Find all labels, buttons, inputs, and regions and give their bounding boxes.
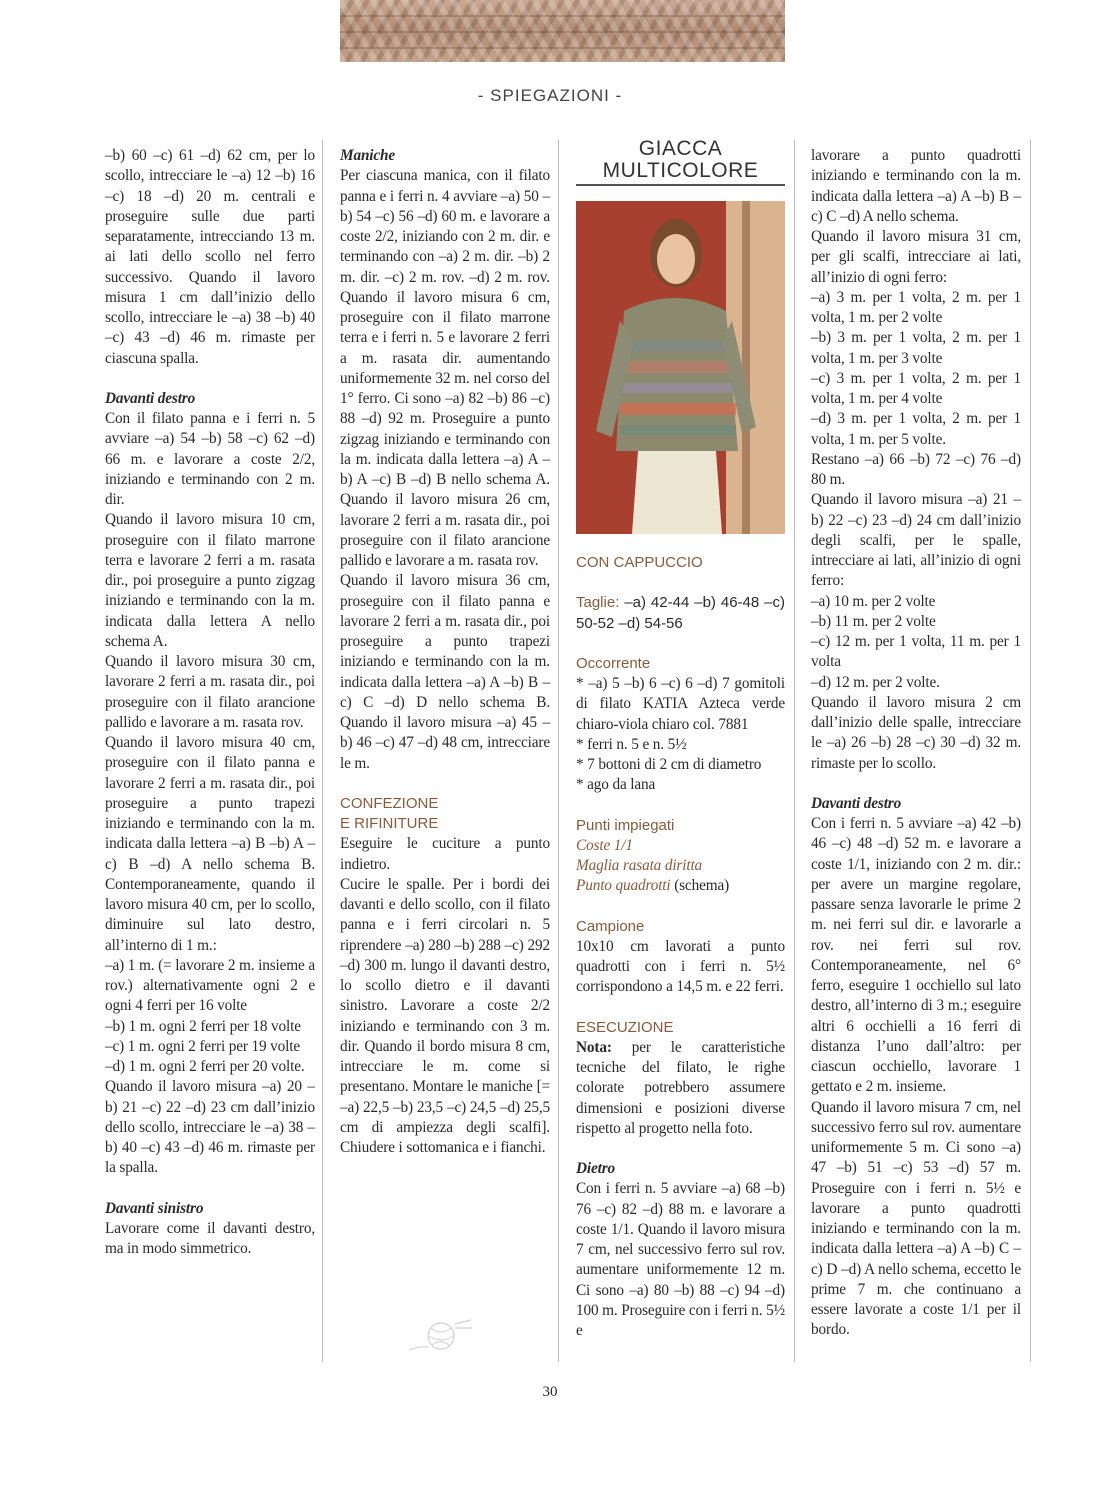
section-heading: Occorrente bbox=[576, 654, 651, 672]
stitch-note: (schema) bbox=[674, 877, 730, 895]
paragraph: –b) 60 –c) 61 –d) 62 cm, per lo scollo, intrecciare le –a) 12 –b) 16 –c) 18 –d) 20 m. centrali e proseguire sulle due parti separatamente, intrecciando 13 m. ai lati dello scollo nel ferro successivo. Quando il lavoro misura 1 cm dall’inizio dello scollo, intrecciare le –a) 38 –b) 40 –c) 43 –d) 46 m. rimaste per ciascuna spalla. bbox=[105, 147, 315, 367]
column-rule bbox=[1030, 140, 1031, 1362]
title-line: MULTICOLORE bbox=[602, 159, 759, 182]
paragraph: Lavorare come il davanti destro, ma in modo simmetrico. bbox=[105, 1219, 315, 1257]
paragraph: –a) 1 m. (= lavorare 2 m. insieme a rov.) alternativamente ogni 2 e ogni 4 ferri per 16 volte bbox=[105, 956, 315, 1015]
paragraph bbox=[576, 1038, 785, 1139]
column-2 bbox=[340, 146, 550, 1158]
materials-item: * ferri n. 5 e n. 5½ bbox=[576, 735, 687, 753]
paragraph: Quando il lavoro misura 2 cm dall’inizio delle spalle, intrecciare le –a) 26 –b) 28 –c) 30 –d) 32 m. rimaste per lo scollo. bbox=[811, 693, 1021, 772]
subsection-heading: Davanti sinistro bbox=[105, 1199, 204, 1217]
paragraph: Quando il lavoro misura 36 cm, proseguire con il filato panna e lavorare 2 ferri a m. rasata dir., poi proseguire a punto trapezi iniziando e terminando con la m. indicata dalla lettera –a) A –b) B –c) C –d) D nello schema B. Quando il lavoro misura –a) 45 –b) 46 –c) 47 –d) 48 cm, intrecciare le m. bbox=[340, 572, 550, 772]
column-3 bbox=[576, 553, 785, 1341]
braided-yarn-banner bbox=[340, 0, 785, 62]
subsection-heading: Davanti destro bbox=[811, 794, 902, 812]
paragraph: Quando il lavoro misura –a) 20 –b) 21 –c) 22 –d) 23 cm dall’inizio dello scollo, intrecciare le –a) 38 –b) 40 –c) 43 –d) 46 m. rimaste per la spalla. bbox=[105, 1078, 315, 1177]
paragraph: lavorare a punto quadrotti iniziando e terminando con la m. indicata dalla lettera –a) A –b) B –c) C –d) A nello schema. bbox=[811, 147, 1021, 225]
paragraph: Per ciascuna manica, con il filato panna e i ferri n. 4 avviare –a) 50 –b) 54 –c) 56 –d) 60 m. e lavorare a coste 2/2, iniziando con 2 m. dir. e terminando con –a) 2 m. dir. –b) 2 m. dir. –c) 2 m. rov. –d) 2 m. rov. Quando il lavoro misura 6 cm, proseguire con il filato marrone terra e i ferri n. 5 e lavorare 2 ferri a m. rasata dir. aumentando uniformemente 32 m. nel corso del 1° ferro. Ci sono –a) 82 –b) 86 –c) 88 –d) 92 m. Proseguire a punto zigzag iniziando e terminando con la m. indicata dalla lettera –a) A –b) A –c) B –d) B nello schema A. Quando il lavoro misura 26 cm, lavorare 2 ferri a m. rasata dir., poi proseguire con il filato arancione pallido e lavorare a m. rasata rov. bbox=[340, 167, 550, 569]
section-header: - SPIEGAZIONI - bbox=[477, 86, 623, 105]
column-1 bbox=[105, 146, 315, 1259]
materials-item: * –a) 5 –b) 6 –c) 6 –d) 7 gomitoli di filato KATIA Azteca verde chiaro-viola chiaro col. 7881 bbox=[576, 675, 785, 733]
paragraph: –b) 3 m. per 1 volta, 2 m. per 1 volta, 1 m. per 3 volte bbox=[811, 329, 1021, 367]
sizes-values: –a) 42-44 –b) 46-48 –c) 50-52 –d) 54-56 bbox=[576, 594, 785, 632]
page-number: 30 bbox=[542, 1384, 558, 1400]
paragraph: Quando il lavoro misura 40 cm, proseguire con il filato panna e lavorare 2 ferri a m. rasata dir., poi proseguire a punto trapezi iniziando e terminando con la m. indicata dalla lettera –a) B –b) A –c) B –d) A nello schema B. Contemporaneamente, quando il lavoro misura 40 cm, per lo scollo, diminuire sul lato destro, all’interno di 1 m.: bbox=[105, 734, 315, 954]
subsection-heading: Maniche bbox=[340, 147, 396, 164]
yarn-ball-icon bbox=[405, 1316, 475, 1356]
pattern-title bbox=[576, 138, 785, 182]
paragraph: Quando il lavoro misura –a) 21 –b) 22 –c) 23 –d) 24 cm dall’inizio degli scalfi, per le spalle, intrecciare ai lati, all’inizio di ogni ferro: bbox=[811, 491, 1021, 590]
column-rule bbox=[322, 140, 323, 1362]
paragraph: –b) 11 m. per 2 volte bbox=[811, 612, 936, 630]
title-underline bbox=[576, 184, 785, 186]
stitch-name: Maglia rasata diritta bbox=[576, 857, 703, 874]
paragraph: Restano –a) 66 –b) 72 –c) 76 –d) 80 m. bbox=[811, 450, 1021, 488]
stitch-name: Coste 1/1 bbox=[576, 836, 633, 854]
paragraph: Quando il lavoro misura 10 cm, proseguire con il filato marrone terra e lavorare 2 ferri a m. rasata dir., poi proseguire a punto zigzag iniziando e terminando con la m. indicata dalla lettera A nello schema A. bbox=[105, 511, 315, 650]
paragraph: –c) 12 m. per 1 volta, 11 m. per 1 volta bbox=[811, 633, 1021, 671]
paragraph: –b) 1 m. ogni 2 ferri per 18 volte bbox=[105, 1017, 301, 1035]
materials-item: * 7 bottoni di 2 cm di diametro bbox=[576, 756, 762, 773]
model-wearing-jacket-image bbox=[576, 201, 785, 534]
sizes-line bbox=[576, 593, 785, 634]
column-4 bbox=[811, 146, 1021, 1341]
paragraph: Con il filato panna e i ferri n. 5 avviare –a) 54 –b) 58 –c) 62 –d) 66 m. e lavorare a coste 2/2, iniziando e terminando con 2 m. dir. bbox=[105, 410, 315, 508]
section-heading: Campione bbox=[576, 917, 645, 935]
model-photo bbox=[576, 201, 785, 534]
subsection-heading: Dietro bbox=[576, 1160, 616, 1177]
paragraph: –c) 3 m. per 1 volta, 2 m. per 1 volta, 1 m. per 4 volte bbox=[811, 369, 1021, 407]
section-heading: Punti impiegati bbox=[576, 816, 675, 834]
paragraph: Con i ferri n. 5 avviare –a) 42 –b) 46 –c) 48 –d) 52 m. e lavorare a coste 1/1, iniziando con 2 m. dir.: per avere un margine regolare, passare senza lavorarle le prime 2 m. nei ferri sul dir. e lavorarle a rov. nei ferri sul rov. Contemporaneamente, nel 6° ferro, eseguire 1 occhiello sul lato destro, all’interno di 3 m.; eseguire altri 6 occhielli a 16 ferri di distanza l’uno dall’altro: per ciascun occhiello, lavorare 1 gettato e 2 m. insieme. bbox=[811, 815, 1021, 1096]
paragraph: –a) 3 m. per 1 volta, 2 m. per 1 volta, 1 m. per 2 volte bbox=[811, 288, 1021, 326]
section-heading: ESECUZIONE bbox=[576, 1018, 674, 1036]
subtitle: CON CAPPUCCIO bbox=[576, 554, 703, 571]
sizes-label: Taglie: bbox=[576, 594, 620, 612]
section-heading: E RIFINITURE bbox=[340, 815, 439, 832]
paragraph: Con i ferri n. 5 avviare –a) 68 –b) 76 –c) 82 –d) 88 m. e lavorare a coste 1/1. Quando il lavoro misura 7 cm, nel successivo ferro sul rov. aumentare uniformemente 12 m. Ci sono –a) 80 –b) 88 –c) 94 –d) 100 m. Proseguire con i ferri n. 5½ e bbox=[576, 1180, 785, 1339]
materials-item: * ago da lana bbox=[576, 776, 656, 794]
paragraph: Quando il lavoro misura 31 cm, per gli scalfi, intrecciare ai lati, all’inizio di ogni ferro: bbox=[811, 228, 1021, 286]
paragraph: –c) 1 m. ogni 2 ferri per 19 volte bbox=[105, 1037, 300, 1055]
paragraph: 10x10 cm lavorati a punto quadrotti con i ferri n. 5½ corrispondono a 14,5 m. e 22 ferri. bbox=[576, 937, 785, 996]
stitch-line bbox=[576, 876, 785, 896]
paragraph: Eseguire le cuciture a punto indietro. bbox=[340, 835, 550, 873]
paragraph: Quando il lavoro misura 30 cm, lavorare 2 ferri a m. rasata dir., poi proseguire con il filato arancione pallido e lavorare a m. rasata rov. bbox=[105, 653, 315, 731]
paragraph: Cucire le spalle. Per i bordi dei davanti e dello scollo, con il filato panna e i ferri circolari n. 5 riprendere –a) 280 –b) 288 –c) 292 –d) 300 m. lungo il davanti destro, lo scollo dietro e il davanti sinistro. Lavorare a coste 2/2 iniziando e terminando con 3 m. dir. Quando il bordo misura 8 cm, intrecciare le m. come si presentano. Montare le maniche [= –a) 22,5 –b) 23,5 –c) 24,5 –d) 25,5 cm di ampiezza degli scalfi]. Chiudere i sottomanica e i fianchi. bbox=[340, 875, 550, 1156]
section-heading: CONFEZIONE bbox=[340, 794, 439, 812]
paragraph: Quando il lavoro misura 7 cm, nel successivo ferro sul rov. aumentare uniformemente 5 m. Ci sono –a) 47 –b) 51 –c) 53 –d) 57 m. Proseguire con i ferri n. 5½ e lavorare a punto quadrotti iniziando e terminando con la m. indicata dalla lettera –a) A –b) C –c) D –d) A nello schema, eccetto le prime 7 m. che continuano a essere lavorate a coste 1/1 per il bordo. bbox=[811, 1098, 1021, 1339]
column-rule bbox=[794, 140, 795, 1362]
note-text: per le caratteristiche tecniche del filato, le righe colorate potrebbero assumere dimensioni e posizioni diverse rispetto al progetto nella foto. bbox=[576, 1038, 785, 1137]
stitch-name: Punto quadrotti bbox=[576, 877, 671, 895]
column-rule bbox=[558, 140, 559, 1362]
note-label: Nota: bbox=[576, 1038, 612, 1056]
paragraph: –d) 3 m. per 1 volta, 2 m. per 1 volta, 1 m. per 5 volte. bbox=[811, 410, 1021, 448]
subsection-heading: Davanti destro bbox=[105, 389, 196, 407]
paragraph: –d) 1 m. ogni 2 ferri per 20 volte. bbox=[105, 1058, 305, 1075]
title-line: GIACCA bbox=[638, 137, 723, 160]
paragraph: –a) 10 m. per 2 volte bbox=[811, 592, 936, 610]
paragraph: –d) 12 m. per 2 volte. bbox=[811, 673, 940, 691]
